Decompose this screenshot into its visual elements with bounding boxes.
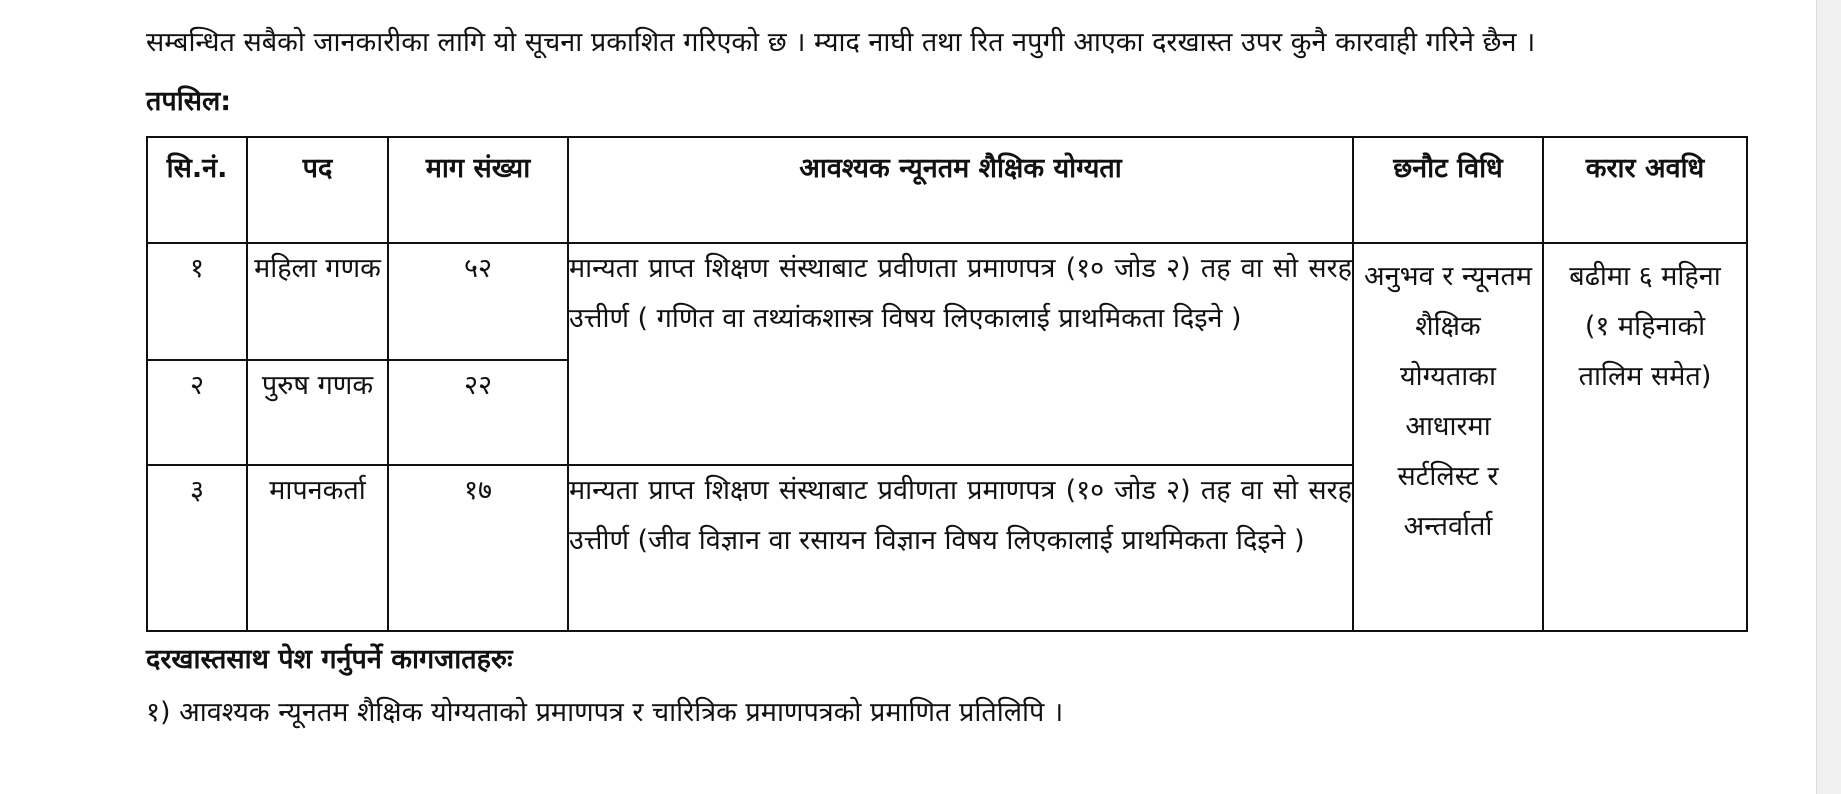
header-selection: छनौट विधि <box>1353 137 1543 243</box>
header-demand: माग संख्या <box>388 137 568 243</box>
row-2-post: पुरुष गणक <box>247 360 388 465</box>
header-qualification: आवश्यक न्यूनतम शैक्षिक योग्यता <box>568 137 1353 243</box>
table-row <box>147 243 1747 360</box>
table-header-row <box>147 137 1747 243</box>
row-2-demand: २२ <box>388 360 568 465</box>
tapsil-heading: तपसिल: <box>146 86 232 117</box>
selection-method: अनुभव र न्यूनतम शैक्षिक योग्यताका आधारमा सर्टलिस्ट र अन्तर्वार्ता <box>1353 243 1543 631</box>
row-1-demand: ५२ <box>388 243 568 360</box>
documents-item-1: १) आवश्यक न्यूनतम शैक्षिक योग्यताको प्रमाणपत्र र चारित्रिक प्रमाणपत्रको प्रमाणित प्रतिलिपि । <box>146 697 1064 728</box>
vertical-scrollbar[interactable] <box>1816 0 1841 794</box>
vacancy-table <box>146 136 1748 632</box>
row-1-post: महिला गणक <box>247 243 388 360</box>
documents-heading: दरखास्तसाथ पेश गर्नुपर्ने कागजातहरुः <box>146 644 513 675</box>
notice-paragraph: सम्बन्धित सबैको जानकारीका लागि यो सूचना प्रकाशित गरिएको छ । म्याद नाघी तथा रित नपुगी आएका दरखास्त उपर कुनै कारवाही गरिने छैन । <box>146 27 1536 58</box>
header-contract: करार अवधि <box>1543 137 1747 243</box>
document-body <box>146 0 1746 742</box>
row-3-sn: ३ <box>147 465 247 631</box>
header-sn: सि.नं. <box>147 137 247 243</box>
qualification-2: मान्यता प्राप्त शिक्षण संस्थाबाट प्रवीणता प्रमाणपत्र (१० जोड २) तह वा सो सरह उत्तीर्ण (जीव विज्ञान वा रसायन विज्ञान विषय लिएकालाई प्राथमिकता दिइने ) <box>568 465 1353 631</box>
row-2-sn: २ <box>147 360 247 465</box>
row-1-sn: १ <box>147 243 247 360</box>
qualification-1: मान्यता प्राप्त शिक्षण संस्थाबाट प्रवीणता प्रमाणपत्र (१० जोड २) तह वा सो सरह उत्तीर्ण ( गणित वा तथ्यांकशास्त्र विषय लिएकालाई प्राथमिकता दिइने ) <box>568 243 1353 465</box>
row-3-post: मापनकर्ता <box>247 465 388 631</box>
contract-period: बढीमा ६ महिना (१ महिनाको तालिम समेत) <box>1543 243 1747 631</box>
row-3-demand: १७ <box>388 465 568 631</box>
header-post: पद <box>247 137 388 243</box>
